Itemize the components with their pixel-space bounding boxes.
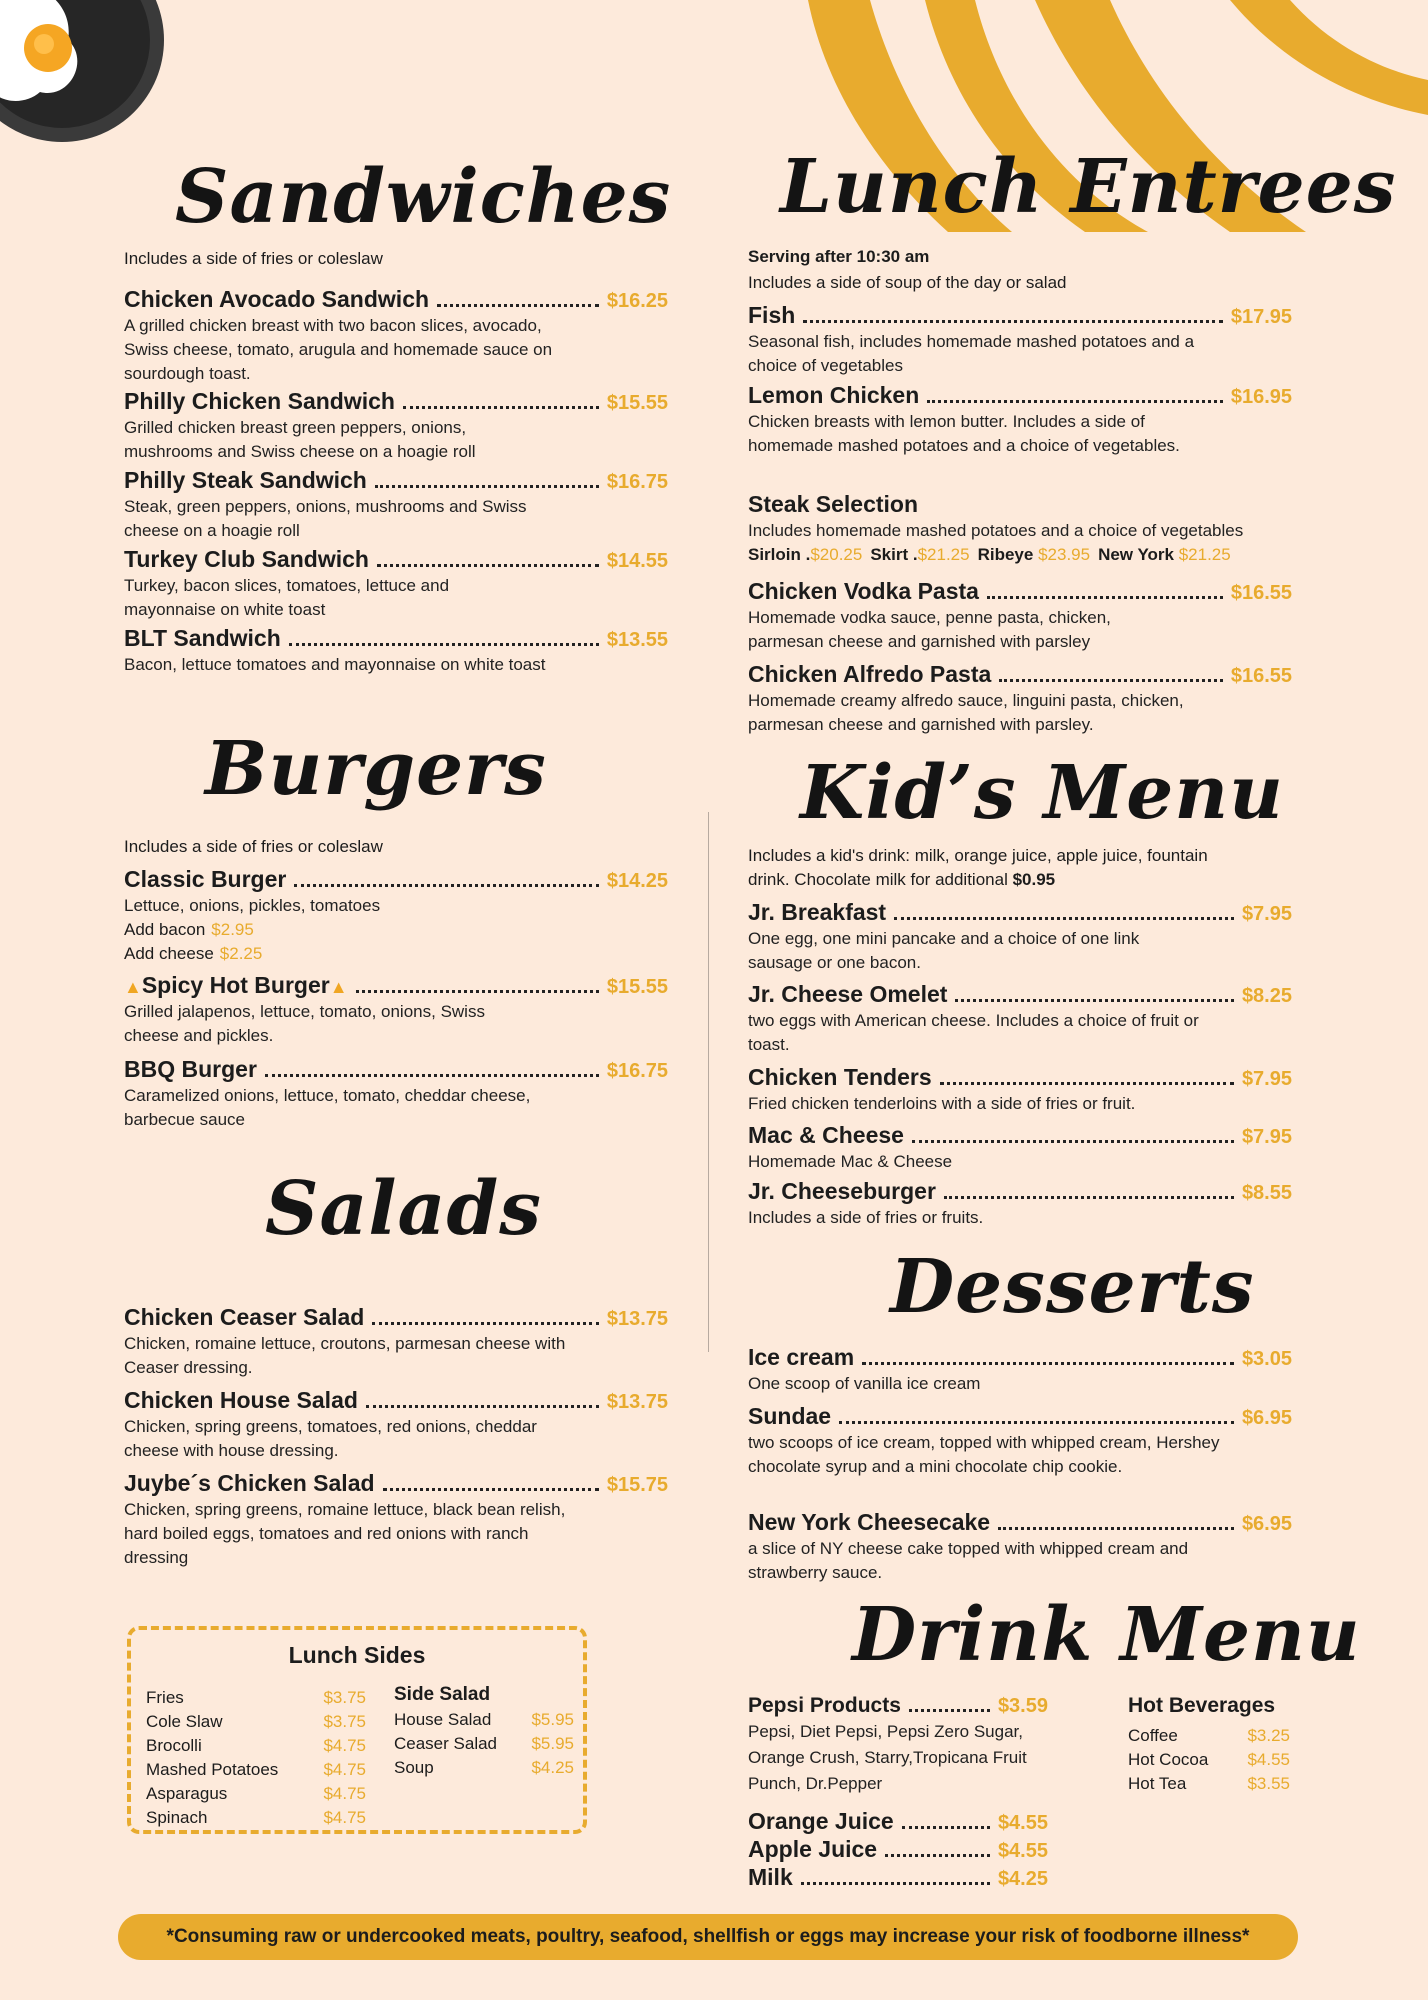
flame-icon: ▲ bbox=[329, 977, 348, 997]
leader-dots bbox=[839, 1421, 1234, 1424]
item-name: Chicken House Salad bbox=[124, 1387, 358, 1413]
frying-pan-icon bbox=[0, 0, 164, 142]
steak-cut: Sirloin .$20.25 bbox=[748, 545, 863, 564]
item-description: a slice of NY cheese cake topped with whipped cream and strawberry sauce. bbox=[748, 1539, 1189, 1582]
menu-item bbox=[124, 625, 668, 677]
item-price: $6.95 bbox=[1241, 1407, 1292, 1429]
hot-beverages bbox=[1128, 1694, 1290, 1796]
side-row: Brocolli $4.75 bbox=[146, 1736, 366, 1755]
item-name: Pepsi Products bbox=[748, 1694, 901, 1717]
leader-dots bbox=[894, 917, 1234, 920]
item-description: Includes homemade mashed potatoes and a choice of vegetables bbox=[748, 521, 1244, 540]
menu-item bbox=[124, 286, 668, 386]
item-description: One scoop of vanilla ice cream bbox=[748, 1374, 981, 1393]
item-name: Turkey Club Sandwich bbox=[124, 546, 369, 572]
serving-note: Serving after 10:30 am bbox=[748, 247, 930, 266]
drink-item bbox=[748, 1864, 1048, 1891]
item-name: Apple Juice bbox=[748, 1836, 878, 1862]
item-name: BBQ Burger bbox=[124, 1056, 257, 1082]
leader-dots bbox=[356, 990, 599, 993]
item-price: $14.25 bbox=[606, 870, 668, 892]
item-name: Sundae bbox=[748, 1403, 832, 1429]
menu-item bbox=[124, 1387, 668, 1463]
item-name: Lemon Chicken bbox=[748, 382, 920, 408]
steak-cuts bbox=[748, 543, 1308, 567]
item-price: $6.95 bbox=[1241, 1513, 1292, 1535]
item-description: Chicken, romaine lettuce, croutons, parmesan cheese with Ceaser dressing. bbox=[124, 1334, 566, 1377]
item-name: Philly Steak Sandwich bbox=[124, 467, 367, 493]
steak-cut: Ribeye $23.95 bbox=[977, 545, 1091, 564]
leader-dots bbox=[927, 400, 1223, 403]
menu-item bbox=[748, 1178, 1292, 1230]
side-row: Cole Slaw $3.75 bbox=[146, 1712, 366, 1731]
item-description: Grilled chicken breast green peppers, onions, mushrooms and Swiss cheese on a hoagie roll bbox=[124, 418, 476, 461]
leader-dots bbox=[294, 884, 598, 887]
leader-dots bbox=[944, 1196, 1234, 1199]
item-description: Chicken breasts with lemon butter. Includes a side of homemade mashed potatoes and a choice of vegetables. bbox=[748, 412, 1180, 455]
menu-item bbox=[748, 578, 1292, 654]
column-divider bbox=[708, 812, 709, 1352]
side-row: Ceaser Salad $5.95 bbox=[394, 1734, 574, 1753]
item-description: Bacon, lettuce tomatoes and mayonnaise on white toast bbox=[124, 655, 546, 674]
item-description: Steak, green peppers, onions, mushrooms and Swiss cheese on a hoagie roll bbox=[124, 497, 527, 540]
menu-item bbox=[748, 1509, 1292, 1585]
leader-dots bbox=[909, 1709, 990, 1712]
leader-dots bbox=[372, 1322, 598, 1325]
sandwiches-note: Includes a side of fries or coleslaw bbox=[124, 249, 383, 268]
side-salad-list bbox=[394, 1682, 574, 1780]
leader-dots bbox=[383, 1488, 599, 1491]
menu-item bbox=[748, 981, 1292, 1057]
burgers-title: Burgers bbox=[205, 726, 547, 812]
menu-item bbox=[748, 899, 1292, 975]
entrees-note: Includes a side of soup of the day or salad bbox=[748, 273, 1067, 292]
item-description: Turkey, bacon slices, tomatoes, lettuce and mayonnaise on white toast bbox=[124, 576, 450, 619]
item-name: Orange Juice bbox=[748, 1808, 894, 1834]
leader-dots bbox=[955, 999, 1233, 1002]
sandwiches-title: Sandwiches bbox=[175, 154, 672, 240]
flame-icon: ▲ bbox=[124, 977, 142, 997]
desserts-title: Desserts bbox=[890, 1244, 1255, 1330]
leader-dots bbox=[998, 1527, 1234, 1530]
menu-item bbox=[748, 1122, 1292, 1174]
side-row: Spinach $4.75 bbox=[146, 1808, 366, 1827]
menu-item bbox=[748, 1403, 1292, 1479]
item-description: Pepsi, Diet Pepsi, Pepsi Zero Sugar, Orange Crush, Starry,Tropicana Fruit Punch, Dr.Pepper bbox=[748, 1722, 1027, 1793]
item-name: Chicken Avocado Sandwich bbox=[124, 286, 430, 312]
menu-item bbox=[124, 388, 668, 464]
leader-dots bbox=[885, 1854, 990, 1857]
menu-item bbox=[748, 1344, 1292, 1396]
item-description: Homemade creamy alfredo sauce, linguini pasta, chicken, parmesan cheese and garnished with parsley. bbox=[748, 691, 1184, 734]
side-row: Asparagus $4.75 bbox=[146, 1784, 366, 1803]
item-price: $15.75 bbox=[606, 1474, 668, 1496]
item-name: Jr. Cheese Omelet bbox=[748, 981, 948, 1007]
item-price: $16.75 bbox=[606, 1060, 668, 1082]
burgers-note: Includes a side of fries or coleslaw bbox=[124, 837, 383, 856]
lunch-sides-box bbox=[127, 1626, 587, 1834]
sides-list bbox=[146, 1686, 366, 1830]
lunch-sides-title: Lunch Sides bbox=[288, 1642, 426, 1668]
menu-item bbox=[748, 302, 1292, 378]
item-name: Juybe´s Chicken Salad bbox=[124, 1470, 375, 1496]
addon-bacon: Add bacon $2.95 bbox=[124, 920, 254, 939]
lunch-entrees-title: Lunch Entrees bbox=[780, 144, 1397, 230]
leader-dots bbox=[403, 406, 599, 409]
side-row: Soup $4.25 bbox=[394, 1758, 574, 1777]
hot-beverages-title: Hot Beverages bbox=[1128, 1694, 1276, 1717]
item-price: $7.95 bbox=[1241, 1126, 1292, 1148]
menu-item bbox=[124, 972, 668, 1048]
drink-item bbox=[748, 1808, 1048, 1835]
item-price: $4.55 bbox=[997, 1840, 1048, 1862]
item-description: Seasonal fish, includes homemade mashed potatoes and a choice of vegetables bbox=[748, 332, 1195, 375]
item-price: $14.55 bbox=[606, 550, 668, 572]
item-description: Lettuce, onions, pickles, tomatoes bbox=[124, 896, 381, 915]
item-description: Homemade Mac & Cheese bbox=[748, 1152, 953, 1171]
hot-row: Coffee $3.25 bbox=[1128, 1726, 1290, 1745]
item-price: $7.95 bbox=[1241, 1068, 1292, 1090]
leader-dots bbox=[265, 1074, 599, 1077]
menu-item bbox=[124, 1470, 668, 1570]
item-price: $15.55 bbox=[606, 976, 668, 998]
leader-dots bbox=[437, 304, 599, 307]
leader-dots bbox=[987, 596, 1223, 599]
steak-cut: New York $21.25 bbox=[1098, 545, 1231, 564]
item-description: two eggs with American cheese. Includes a choice of fruit or toast. bbox=[748, 1011, 1199, 1054]
item-price: $13.55 bbox=[606, 629, 668, 651]
leader-dots bbox=[912, 1140, 1234, 1143]
item-name: Milk bbox=[748, 1864, 793, 1890]
item-price: $4.55 bbox=[997, 1812, 1048, 1834]
item-price: $13.75 bbox=[606, 1391, 668, 1413]
leader-dots bbox=[801, 1882, 990, 1885]
item-name: Spicy Hot Burger bbox=[141, 972, 330, 998]
side-salad-title: Side Salad bbox=[394, 1684, 491, 1705]
leader-dots bbox=[375, 485, 599, 488]
leader-dots bbox=[902, 1826, 990, 1829]
side-row: House Salad $5.95 bbox=[394, 1710, 574, 1729]
item-price: $3.05 bbox=[1241, 1348, 1292, 1370]
item-description: Homemade vodka sauce, penne pasta, chicken, parmesan cheese and garnished with parsley bbox=[748, 608, 1111, 651]
menu-item bbox=[124, 1056, 668, 1132]
item-price: $16.75 bbox=[606, 471, 668, 493]
item-price: $15.55 bbox=[606, 392, 668, 414]
item-description: Chicken, spring greens, tomatoes, red onions, cheddar cheese with house dressing. bbox=[124, 1417, 537, 1460]
leader-dots bbox=[377, 564, 599, 567]
salads-title: Salads bbox=[265, 1166, 542, 1252]
item-name: Chicken Ceaser Salad bbox=[124, 1304, 365, 1330]
item-price: $8.55 bbox=[1241, 1182, 1292, 1204]
item-description: Grilled jalapenos, lettuce, tomato, onions, Swiss cheese and pickles. bbox=[124, 1002, 485, 1045]
side-row: Fries $3.75 bbox=[146, 1688, 366, 1707]
item-name: Steak Selection bbox=[748, 491, 919, 517]
item-name: Jr. Cheeseburger bbox=[748, 1178, 936, 1204]
hot-row: Hot Tea $3.55 bbox=[1128, 1774, 1290, 1793]
leader-dots bbox=[999, 679, 1223, 682]
item-name: Classic Burger bbox=[124, 866, 287, 892]
item-description: Fried chicken tenderloins with a side of fries or fruit. bbox=[748, 1094, 1136, 1113]
menu-item bbox=[124, 467, 668, 543]
item-description: Includes a side of fries or fruits. bbox=[748, 1208, 984, 1227]
drink-menu-title: Drink Menu bbox=[852, 1592, 1361, 1678]
item-price: $16.55 bbox=[1230, 582, 1292, 604]
leader-dots bbox=[862, 1362, 1234, 1365]
kids-note: Includes a kid's drink: milk, orange juice, apple juice, fountain drink. Chocolate milk for additional $0.95 bbox=[748, 846, 1208, 889]
item-description: two scoops of ice cream, topped with whipped cream, Hershey chocolate syrup and a mini chocolate chip cookie. bbox=[748, 1433, 1220, 1476]
menu-item bbox=[748, 661, 1292, 737]
drink-pepsi bbox=[748, 1694, 1048, 1797]
item-name: Ice cream bbox=[748, 1344, 855, 1370]
side-row: Mashed Potatoes $4.75 bbox=[146, 1760, 366, 1779]
item-price: $16.95 bbox=[1230, 386, 1292, 408]
menu-item bbox=[124, 546, 668, 622]
menu-item bbox=[124, 866, 668, 966]
item-price: $8.25 bbox=[1241, 985, 1292, 1007]
item-name: Chicken Tenders bbox=[748, 1064, 932, 1090]
item-name: Chicken Vodka Pasta bbox=[748, 578, 979, 604]
leader-dots bbox=[803, 320, 1223, 323]
item-price: $4.25 bbox=[997, 1868, 1048, 1890]
item-name: New York Cheesecake bbox=[748, 1509, 991, 1535]
item-price: $13.75 bbox=[606, 1308, 668, 1330]
item-price: $16.55 bbox=[1230, 665, 1292, 687]
item-name: Fish bbox=[748, 302, 796, 328]
item-price: $17.95 bbox=[1230, 306, 1292, 328]
steak-cut: Skirt .$21.25 bbox=[870, 545, 970, 564]
menu-item bbox=[748, 1064, 1292, 1116]
menu-item bbox=[748, 382, 1292, 458]
leader-dots bbox=[940, 1082, 1234, 1085]
item-price: $3.59 bbox=[997, 1695, 1048, 1717]
item-name: Chicken Alfredo Pasta bbox=[748, 661, 992, 687]
item-description: One egg, one mini pancake and a choice of one link sausage or one bacon. bbox=[748, 929, 1140, 972]
leader-dots bbox=[366, 1405, 599, 1408]
item-description: A grilled chicken breast with two bacon slices, avocado, Swiss cheese, tomato, arugula and homemade sauce on sourdough toast. bbox=[124, 316, 553, 383]
item-name: Jr. Breakfast bbox=[748, 899, 887, 925]
item-price: $7.95 bbox=[1241, 903, 1292, 925]
item-name: Mac & Cheese bbox=[748, 1122, 904, 1148]
item-name: Philly Chicken Sandwich bbox=[124, 388, 395, 414]
item-name: BLT Sandwich bbox=[124, 625, 281, 651]
steak-selection bbox=[748, 491, 1308, 567]
addon-cheese: Add cheese $2.25 bbox=[124, 944, 263, 963]
disclaimer-banner: *Consuming raw or undercooked meats, poultry, seafood, shellfish or eggs may increase your risk of foodborne illness* bbox=[118, 1914, 1298, 1960]
item-description: Caramelized onions, lettuce, tomato, cheddar cheese, barbecue sauce bbox=[124, 1086, 531, 1129]
kids-menu-title: Kid’s Menu bbox=[800, 750, 1284, 836]
item-description: Chicken, spring greens, romaine lettuce, black bean relish, hard boiled eggs, tomatoes and red onions with ranch dressing bbox=[124, 1500, 566, 1567]
item-price: $16.25 bbox=[606, 290, 668, 312]
menu-item bbox=[124, 1304, 668, 1380]
drink-item bbox=[748, 1836, 1048, 1863]
leader-dots bbox=[289, 643, 599, 646]
hot-row: Hot Cocoa $4.55 bbox=[1128, 1750, 1290, 1769]
